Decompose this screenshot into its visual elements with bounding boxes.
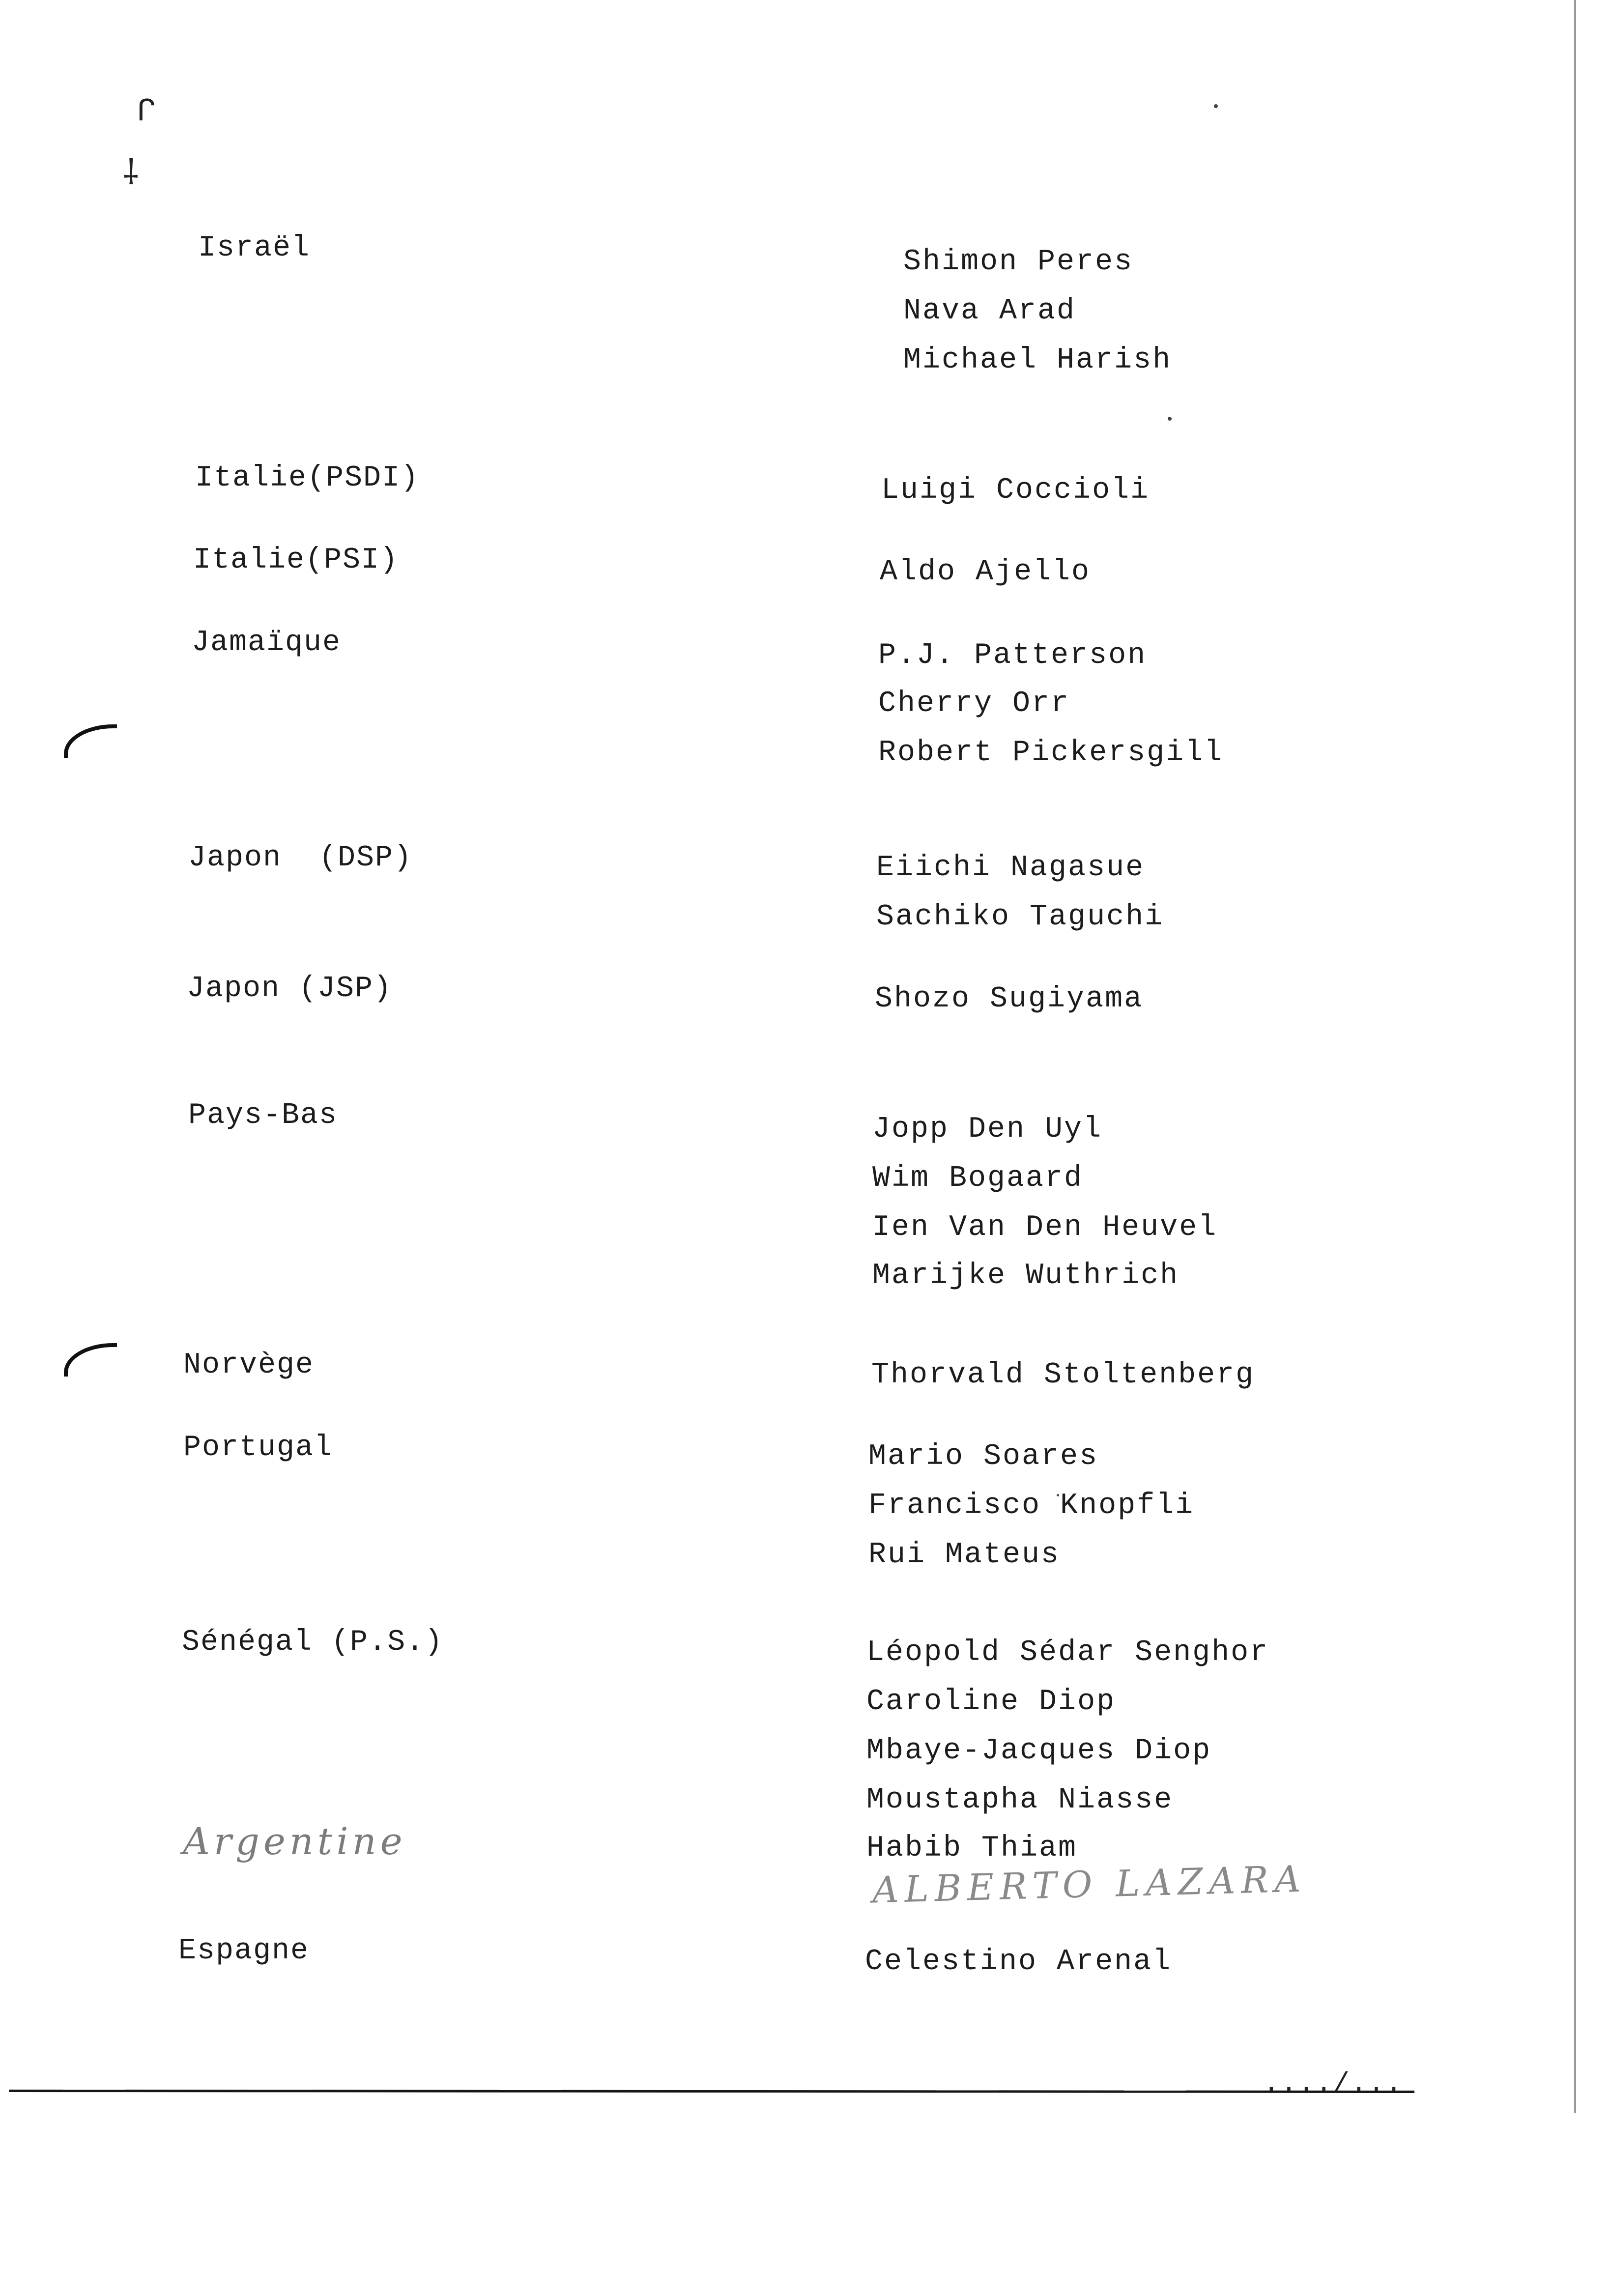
member-name: Eiichi Nagasue bbox=[876, 851, 1145, 885]
country-label: Pays-Bas bbox=[188, 1099, 338, 1132]
member-name: Thorvald Stoltenberg bbox=[871, 1358, 1255, 1392]
member-name: Ien Van Den Heuvel bbox=[872, 1211, 1218, 1244]
margin-bracket bbox=[64, 1343, 117, 1377]
member-name: Mbaye-Jacques Diop bbox=[866, 1734, 1212, 1768]
member-name: Robert Pickersgill bbox=[878, 736, 1224, 770]
member-name: Wim Bogaard bbox=[872, 1162, 1084, 1195]
member-name: Marijke Wuthrich bbox=[872, 1259, 1180, 1292]
horizontal-rule bbox=[9, 2090, 1414, 2093]
country-label: Italie(PSDI) bbox=[195, 461, 420, 495]
continuation-mark: ..../... bbox=[1263, 2068, 1403, 2099]
member-name: Jopp Den Uyl bbox=[872, 1113, 1103, 1146]
member-name: Habib Thiam bbox=[866, 1832, 1078, 1865]
country-label: Sénégal (P.S.) bbox=[182, 1626, 444, 1659]
member-name: Caroline Diop bbox=[866, 1685, 1116, 1719]
member-name: Michael Harish bbox=[903, 344, 1172, 377]
country-label: Norvège bbox=[183, 1349, 315, 1382]
member-name: Nava Arad bbox=[903, 294, 1076, 328]
member-name: Francisco Knopfli bbox=[868, 1489, 1195, 1522]
member-name: Rui Mateus bbox=[868, 1538, 1061, 1572]
country-label: Israël bbox=[198, 231, 311, 265]
country-label: Japon (DSP) bbox=[188, 841, 413, 875]
member-name: Cherry Orr bbox=[878, 687, 1070, 720]
member-name: Luigi Coccioli bbox=[881, 474, 1150, 507]
handwritten-country: Argentine bbox=[183, 1819, 406, 1863]
speck bbox=[1214, 104, 1218, 108]
speck bbox=[1168, 417, 1172, 421]
member-name: Mario Soares bbox=[868, 1440, 1099, 1473]
member-name: Moustapha Niasse bbox=[866, 1783, 1174, 1817]
country-label: Espagne bbox=[178, 1934, 310, 1968]
member-name: Shozo Sugiyama bbox=[875, 982, 1144, 1016]
margin-bracket bbox=[64, 724, 117, 758]
handwritten-member: ALBERTO LAZARA bbox=[872, 1858, 1307, 1912]
member-name: Léopold Sédar Senghor bbox=[866, 1636, 1269, 1669]
country-label: Italie(PSI) bbox=[193, 544, 399, 577]
member-name: Sachiko Taguchi bbox=[876, 900, 1164, 934]
member-name: P.J. Patterson bbox=[878, 639, 1147, 672]
stray-mark: ⸸ bbox=[123, 152, 139, 193]
country-label: Portugal bbox=[183, 1431, 333, 1464]
member-name: Celestino Arenal bbox=[865, 1945, 1172, 1979]
member-name: Aldo Ajello bbox=[880, 555, 1091, 589]
country-label: Jamaïque bbox=[192, 626, 342, 660]
page-edge-line bbox=[1574, 0, 1576, 2113]
country-label: Japon (JSP) bbox=[187, 972, 393, 1005]
stray-mark: ᒋ bbox=[137, 93, 155, 128]
member-name: Shimon Peres bbox=[903, 245, 1134, 279]
